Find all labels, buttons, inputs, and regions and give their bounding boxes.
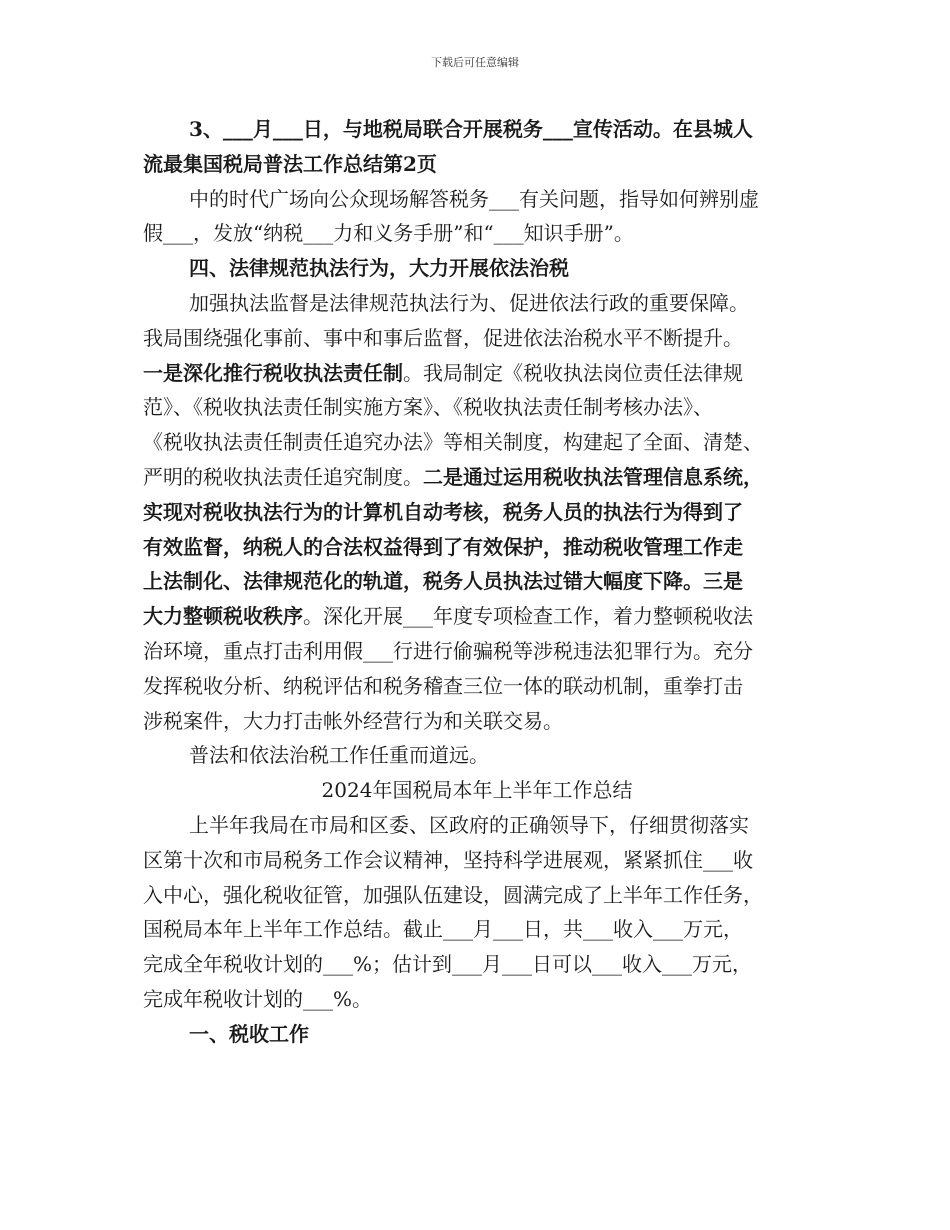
bold-text-segment: 流最集国税局普法工作总结第2页: [143, 151, 437, 176]
text-segment: 治环境，重点打击利用假___行进行偷骗税等涉税违法犯罪行为。充分: [143, 638, 753, 663]
text-line: [143, 912, 811, 947]
bold-text-segment: 上法制化、法律规范化的轨道，税务人员执法过错大幅度下降。三是: [143, 569, 743, 594]
header-note: 下载后可任意编辑: [431, 56, 519, 69]
text-segment: 严明的税收执法责任追究制度。: [143, 464, 423, 489]
document-body: [143, 112, 811, 1052]
text-line: [143, 738, 811, 773]
text-line: [143, 808, 811, 843]
text-segment: 《税收执法责任制责任追究办法》等相关制度，构建起了全面、清楚、: [143, 430, 763, 455]
text-segment: 中的时代广场向公众现场解答税务___有关问题，指导如何辨别虚: [189, 186, 759, 211]
text-line: [143, 704, 811, 739]
text-line: [143, 634, 811, 669]
text-segment: 2024年国税局本年上半年工作总结: [321, 778, 633, 803]
text-line: [143, 112, 811, 147]
text-line: [143, 1017, 811, 1052]
text-line: [143, 843, 811, 878]
text-line: [143, 390, 811, 425]
bold-text-segment: 一、税收工作: [189, 1021, 309, 1046]
bold-text-segment: 大力整顿税收秩序: [143, 604, 303, 629]
text-segment: 发挥税收分析、纳税评估和税务稽查三位一体的联动机制，重拳打击: [143, 673, 743, 698]
text-line: [143, 878, 811, 913]
text-line: [143, 182, 811, 217]
bold-text-segment: 有效监督，纳税人的合法权益得到了有效保护，推动税收管理工作走: [143, 534, 743, 559]
text-segment: 范》、《税收执法责任制实施方案》、《税收执法责任制考核办法》、: [143, 395, 713, 420]
text-segment: 国税局本年上半年工作总结。截止___月___日，共___收入___万元，: [143, 917, 743, 942]
text-line: [143, 251, 811, 286]
text-segment: 普法和依法治税工作任重而道远。: [189, 743, 489, 768]
text-segment: 入中心，强化税收征管，加强队伍建设，圆满完成了上半年工作任务，: [143, 882, 763, 907]
text-line: [143, 495, 811, 530]
bold-text-segment: 二是通过运用税收执法管理信息系统，: [423, 464, 763, 489]
text-segment: 加强执法监督是法律规范执法行为、促进依法行政的重要保障。: [189, 290, 749, 315]
text-line: [143, 773, 811, 808]
text-line: [143, 286, 811, 321]
bold-text-segment: 一是深化推行税收执法责任制: [143, 360, 403, 385]
bold-text-segment: 3、___月___日，与地税局联合开展税务___宣传活动。在县城人: [189, 117, 753, 141]
bold-text-segment: 四、法律规范执法行为，大力开展依法治税: [189, 256, 569, 281]
text-segment: 上半年我局在市局和区委、区政府的正确领导下，仔细贯彻落实: [189, 812, 749, 837]
text-segment: 。深化开展___年度专项检查工作，着力整顿税收法: [303, 604, 753, 629]
text-segment: 我局围绕强化事前、事中和事后监督，促进依法治税水平不断提升。: [143, 325, 743, 350]
text-line: [143, 599, 811, 634]
text-segment: 完成年税收计划的___%。: [143, 986, 373, 1011]
text-line: [143, 356, 811, 391]
text-line: [143, 460, 811, 495]
text-segment: 区第十次和市局税务工作会议精神，坚持科学进展观，紧紧抓住___收: [143, 847, 753, 872]
text-line: [143, 530, 811, 565]
text-segment: 。我局制定《税收执法岗位责任法律规: [403, 360, 743, 385]
text-segment: 涉税案件，大力打击帐外经营行为和关联交易。: [143, 708, 563, 733]
text-line: [143, 982, 811, 1017]
text-line: [143, 216, 811, 251]
text-segment: 完成全年税收计划的___%；估计到___月___日可以___收入___万元，: [143, 952, 753, 977]
text-segment: 假___，发放“纳税___力和义务手册”和“___知识手册”。: [143, 221, 634, 246]
bold-text-segment: 实现对税收执法行为的计算机自动考核，税务人员的执法行为得到了: [143, 499, 743, 524]
text-line: [143, 947, 811, 982]
text-line: [143, 564, 811, 599]
text-line: [143, 321, 811, 356]
text-line: [143, 425, 811, 460]
text-line: [143, 669, 811, 704]
text-line: [143, 147, 811, 182]
